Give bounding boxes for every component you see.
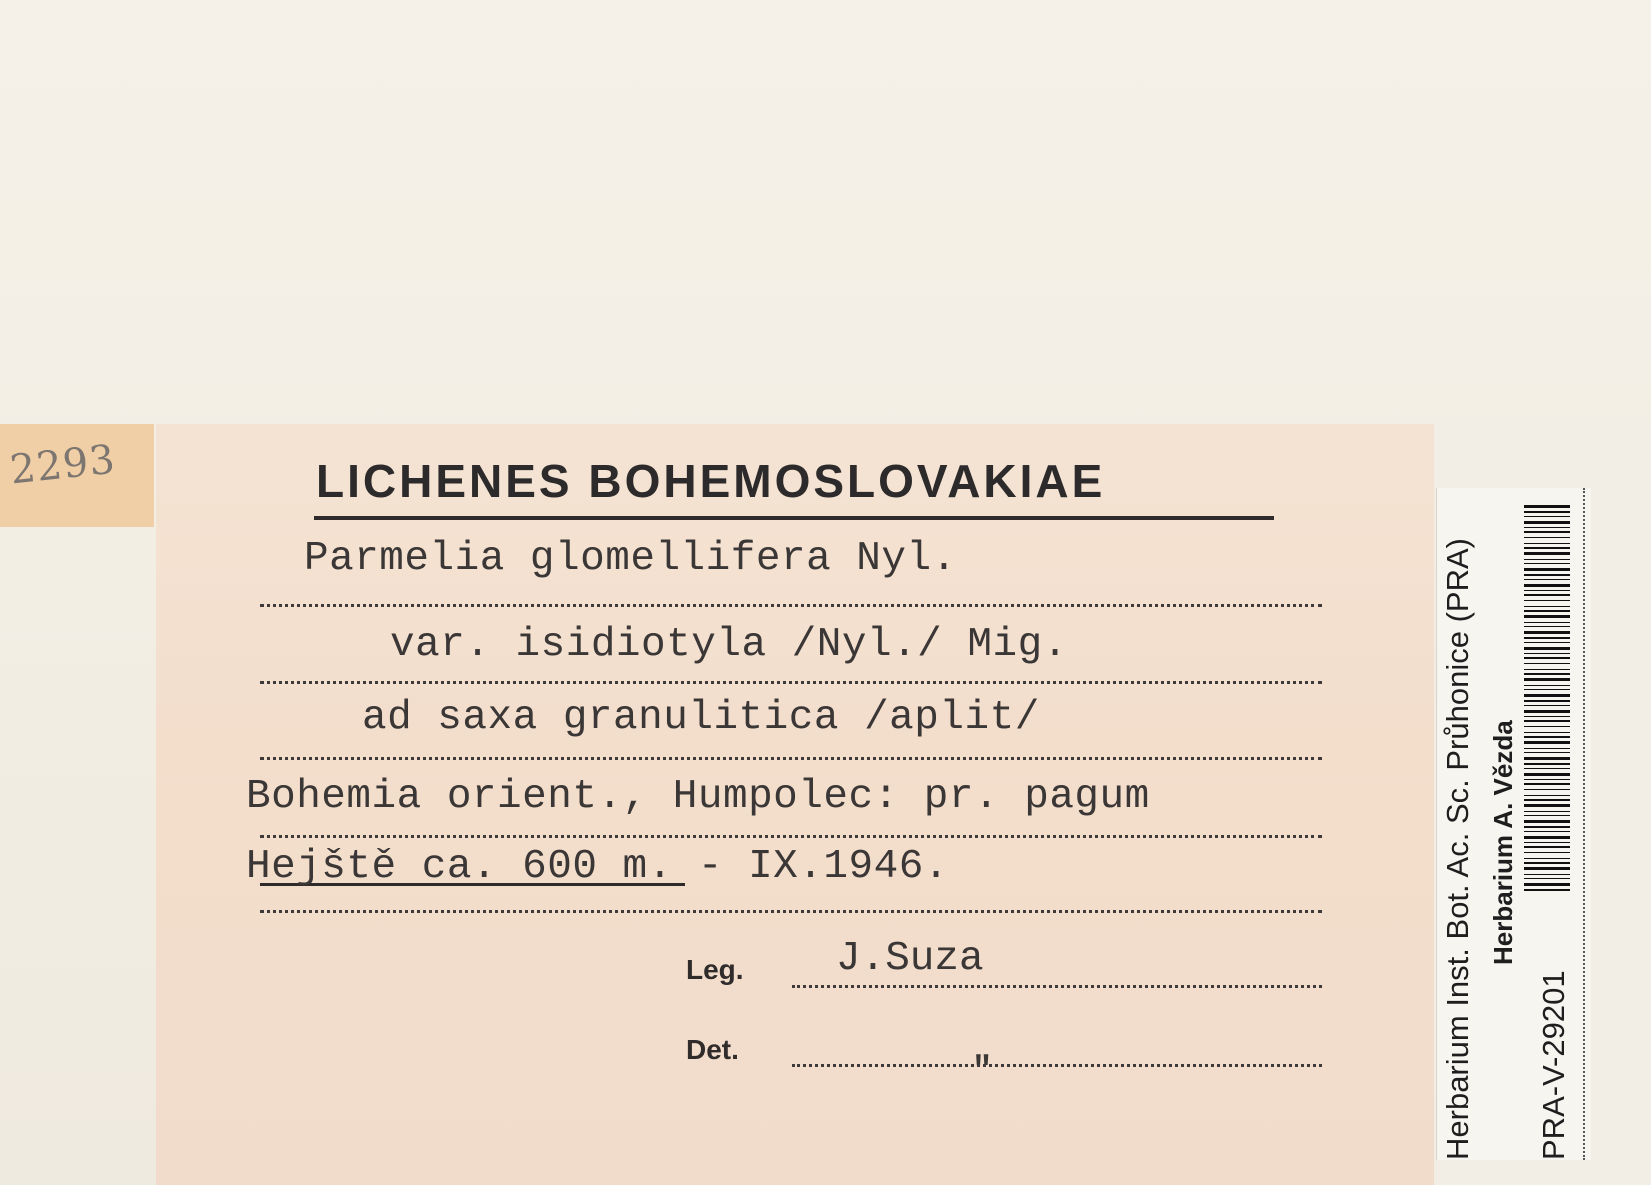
- dotted-rule: [260, 835, 1322, 838]
- leg-label: Leg.: [686, 954, 744, 985]
- locality-line: Bohemia orient., Humpolec: pr. pagum: [246, 774, 1150, 820]
- leg-value: J.Suza: [836, 936, 984, 982]
- dotted-rule: [260, 910, 1322, 913]
- det-label: Det.: [686, 1034, 739, 1065]
- institution-text: Herbarium Inst. Bot. Ac. Sc. Průhonice (PRA): [1440, 538, 1475, 1160]
- series-title: LICHENES BOHEMOSLOVAKIAE: [316, 455, 1106, 507]
- dotted-rule: [260, 757, 1322, 760]
- det-value: ": [972, 1052, 993, 1090]
- substrate-line: ad saxa granulitica /aplit/: [362, 695, 1040, 741]
- altitude-date-line: Hejště ca. 600 m. - IX.1946.: [246, 844, 949, 890]
- specimen-label: [156, 424, 1434, 1185]
- dotted-rule: [260, 604, 1322, 607]
- catalog-number: PRA-V-29201: [1536, 970, 1571, 1160]
- det-dotted-rule: [792, 1064, 1322, 1067]
- specimen-number: 2293: [7, 436, 118, 494]
- leg-dotted-rule: [792, 985, 1322, 988]
- strip-cut-line: [1583, 488, 1585, 1160]
- barcode-icon: [1524, 505, 1570, 891]
- series-title-rule: [314, 516, 1274, 520]
- variety-line: var. isidiotyla /Nyl./ Mig.: [390, 622, 1068, 668]
- specimen-number-tag: [0, 424, 154, 527]
- taxon-name-line: Parmelia glomellifera Nyl.: [304, 536, 957, 582]
- dotted-rule: [260, 681, 1322, 684]
- collection-text: Herbarium A. Vězda: [1488, 720, 1518, 965]
